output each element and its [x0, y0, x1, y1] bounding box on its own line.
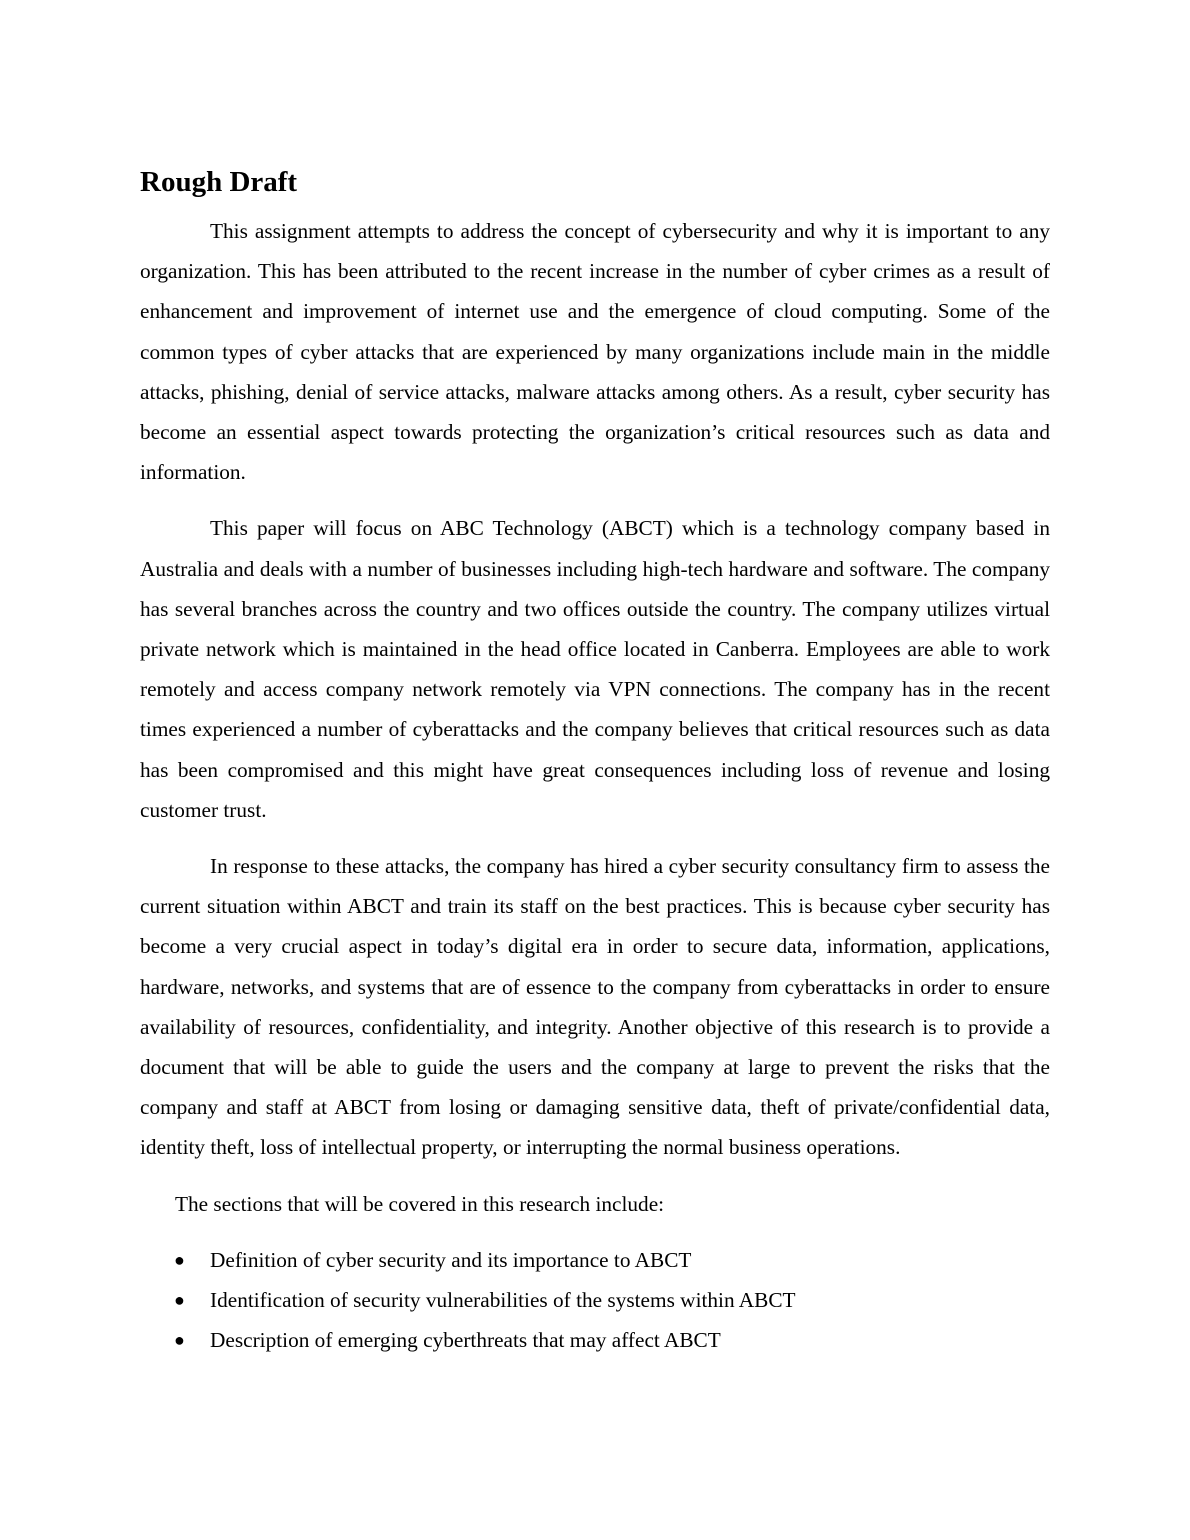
list-item [140, 1320, 1050, 1360]
list-item [140, 1280, 1050, 1320]
sections-list [140, 1240, 1050, 1361]
paragraph-response: In response to these attacks, the company has hired a cyber security consultancy firm to assess the current situation within ABCT and train its staff on the best practices. This is because cyber security has become a very crucial aspect in today’s digital era in order to secure data, information, applications, hardware, networks, and systems that are of essence to the company from cyberattacks in order to ensure availability of resources, confidentiality, and integrity. Another objective of this research is to provide a document that will be able to guide the users and the company at large to prevent the risks that the company and staff at ABCT from losing or damaging sensitive data, theft of private/confidential data, identity theft, loss of intellectual property, or interrupting the normal business operations. [140, 854, 1050, 1160]
bullet-icon: ● [174, 1330, 185, 1351]
list-item-text: Definition of cyber security and its importance to ABCT [210, 1247, 692, 1272]
document-page [140, 163, 1050, 1360]
sections-intro: The sections that will be covered in this research include: [175, 1191, 665, 1216]
document-title: Rough Draft [140, 166, 298, 198]
list-item-text: Identification of security vulnerabilities of the systems within ABCT [210, 1288, 796, 1313]
list-item-text: Description of emerging cyberthreats that may affect ABCT [210, 1328, 721, 1353]
list-item [140, 1240, 1050, 1280]
paragraph-company: This paper will focus on ABC Technology (ABCT) which is a technology company based in Australia and deals with a number of businesses including high-tech hardware and software. The company has several branches across the country and two offices outside the country. The company utilizes virtual private network which is maintained in the head office located in Canberra. Employees are able to work remotely and access company network remotely via VPN connections. The company has in the recent times experienced a number of cyberattacks and the company believes that critical resources such as data has been compromised and this might have great consequences including loss of revenue and losing customer trust. [140, 516, 1050, 822]
paragraph-intro: This assignment attempts to address the concept of cybersecurity and why it is important to any organization. This has been attributed to the recent increase in the number of cyber crimes as a result of enhancement and improvement of internet use and the emergence of cloud computing. Some of the common types of cyber attacks that are experienced by many organizations include main in the middle attacks, phishing, denial of service attacks, malware attacks among others. As a result, cyber security has become an essential aspect towards protecting the organization’s critical resources such as data and information. [140, 219, 1050, 485]
bullet-icon: ● [174, 1249, 185, 1270]
bullet-icon: ● [174, 1290, 185, 1311]
